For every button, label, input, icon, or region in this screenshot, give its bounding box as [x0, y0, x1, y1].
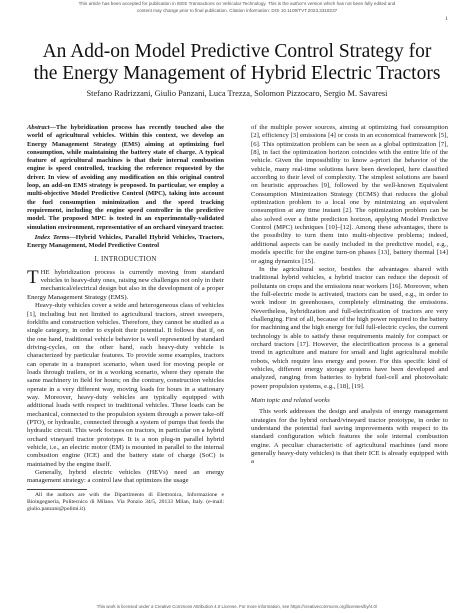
index-terms-label: Index Terms: [34, 233, 70, 241]
title-line-2: the Energy Management of Hybrid Electric Tractors: [33, 63, 441, 84]
intro-paragraph-1-text: HE hybridization process is currently moving from standard vehicles to heavy-duty ones, raising new challenges not only in their mechanical/electrical design but also in the development of a proper Energy Management Strategy (EMS).: [27, 268, 224, 301]
license-footer: This work is licensed under a Creative Commons Attribution 4.0 License. For more information, see https://creativecommons.org/licenses/by/4.0/: [96, 604, 378, 609]
abstract-label: Abstract: [27, 124, 50, 131]
left-column: [27, 124, 224, 513]
paper-title: [0, 41, 474, 85]
banner-line-2: content may change prior to final publication. Citation information: DOI 10.1109/TVT.2023.3318237: [136, 8, 338, 13]
affiliation-footnote: All the authors are with the Dipartimento di Elettronica, Informazione e Bioingegneria, Politecnico di Milano. Via Ponzio 34/5, 20133 Milan, Italy. (e-mail: giulio.panzani@polimi.it).: [27, 491, 224, 512]
drop-cap: T: [27, 266, 39, 288]
page-number: 1: [445, 16, 448, 22]
right-column: [251, 124, 448, 467]
right-paragraph-2: In the agricultural sector, besides the advantages shared with traditional hybrid vehicles, a hybrid tractor can reduce the deposit of pollutants on crops and the emissions near workers [16]. Moreover, when the full-electric mode is activated, tractors can be used, e.g., in order to work indoor in greenhouses, completely eliminating the emissions. Nevertheless, hybridization and full-electrification of tractors are very challenging. First of all, because of the high power required to the battery for machining and the high energy for full full-electric cycles, the current technology is able to satisfy these requirements mainly for compact or orchard tractors [17]. However, the electrification process is a general trend in agriculture and mature for small and light agricultural mobile robots, which require less energy and power. For this specific kind of vehicles, different energy storage systems have been developed and analyzed, ranging from batteries to hybrid fuel-cell and photovoltaic power propulsion systems, e.g., [18], [19].: [251, 265, 448, 390]
index-terms: [27, 234, 224, 251]
title-line-1: An Add-on Model Predictive Control Strategy for: [42, 41, 432, 62]
publication-banner: [0, 0, 474, 14]
footnote-divider: [27, 489, 87, 490]
intro-paragraph-1: [27, 266, 224, 302]
right-paragraph-1: of the multiple power sources, aiming at optimizing fuel consumption [2], efficiency [3] emissions [4] or costs in an economical framework [5], [6]. This optimization problem can be seen as a global optimization [7], [8], in fact the optimization horizon coincides with the entire life of the vehicle. Given the impossibility to know a-priori the behavior of the vehicle, many real-time solutions have been developed, here classified according to their level of complexity. The simplest solutions are based on heuristic approaches [9], followed by the well-known Equivalent Consumption Minimization Strategy (ECMS) that reduces the global optimization problem to a local one by minimizing an equivalent consumption at any time instant [2]. The optimization problem can be also solved over a finite prediction horizon, applying Model Predictive Control (MPC) techniques [10]–[12]. Among these advantages, there is the possibility to turn them into multi-objective problems; indeed, additional aspects can be easily included in the predictive model, e.g., models specific for the engine turn-on phases [13], battery thermal [14] or aging dynamics [15].: [251, 124, 448, 265]
intro-paragraph-3: Generally, hybrid electric vehicles (HEVs) need an energy management strategy: a control law that optimizes the usage: [27, 469, 224, 485]
subsection-heading-main-topic: Main topic and related works: [251, 397, 330, 404]
banner-line-1: This article has been accepted for publication in IEEE Transactions on Vehicular Technology. This is the author's version which has not been fully edited and: [78, 1, 396, 6]
intro-paragraph-2: Heavy-duty vehicles cover a wide and heterogeneous class of vehicles [1], including but not limited to agricultural tractors, street sweepers, forklifts and construction vehicles. Therefore, they cannot be studied as a single category, in order to exploit their potential. It follows that if, on the one hand, traditional vehicle behavior is well represented by standard driving-cycles, on the other hand, each heavy-duty vehicle is characterized by particular features. To provide some examples, tractors can operate in a transport scenario, when used for moving people or loads through trailers, or in a working scenario, where they operate the same machinery in field for hours; on the contrary, construction vehicles operate in a very different way, moving loads for hours in a stationary way. Moreover, heavy-duty vehicles are typically equipped with additional loads with respect to traditional vehicles. These loads can be mechanical, connected to the propulsion system through a power take-off (PTO), or hydraulic, connected through a system of pumps that feeds the hydraulic circuit. This work focuses on tractors, in particular on a hybrid orchard vineyard tractor prototype. It is a non plug-in parallel hybrid vehicle, i.e., an electric motor (EM) is mounted in parallel to the internal combustion engine (ICE) and the battery state of charge (SoC) is maintained by the engine itself.: [27, 302, 224, 468]
index-terms-text: —Hybrid Vehicles, Parallel Hybrid Vehicles, Tractors, Energy Management, Model Predictive Control: [27, 233, 225, 250]
section-heading-introduction: I. INTRODUCTION: [94, 256, 157, 264]
abstract-text: —The hybridization process has recently touched also the world of agricultural vehicles. Within this context, we develop an Energy Management Strategy (EMS) aiming at optimizing fuel consumption, while maintaining the battery state of charge. A typical feature of agricultural machines is that their internal combustion engine is speed controlled, tracking the reference requested by the driver. In view of avoiding any modification on this original control loop, an add-on EMS strategy is proposed. In particular, we employ a multi-objective Model Predictive Control (MPC), taking into account the fuel consumption minimization and the speed tracking requirement, including the engine speed controller in the predictive model. The proposed MPC is tested in an experimentally-validated simulation environment, representative of an orchard vineyard tractor.: [27, 124, 224, 231]
right-paragraph-3: This work addresses the design and analysis of energy management strategies for the hybrid orchard/vineyard tractor prototype, in order to understand the potential fuel saving improvements with respect to its standard configuration which features the sole internal combustion engine. A peculiar characteristic of agricultural machines (and more generally heavy-duty vehicles) is that their ICE is already equipped with a: [251, 408, 448, 466]
abstract: [27, 124, 224, 232]
author-list: Stefano Radrizzani, Giulio Panzani, Luca Trezza, Solomon Pizzocaro, Sergio M. Savaresi: [86, 89, 388, 98]
